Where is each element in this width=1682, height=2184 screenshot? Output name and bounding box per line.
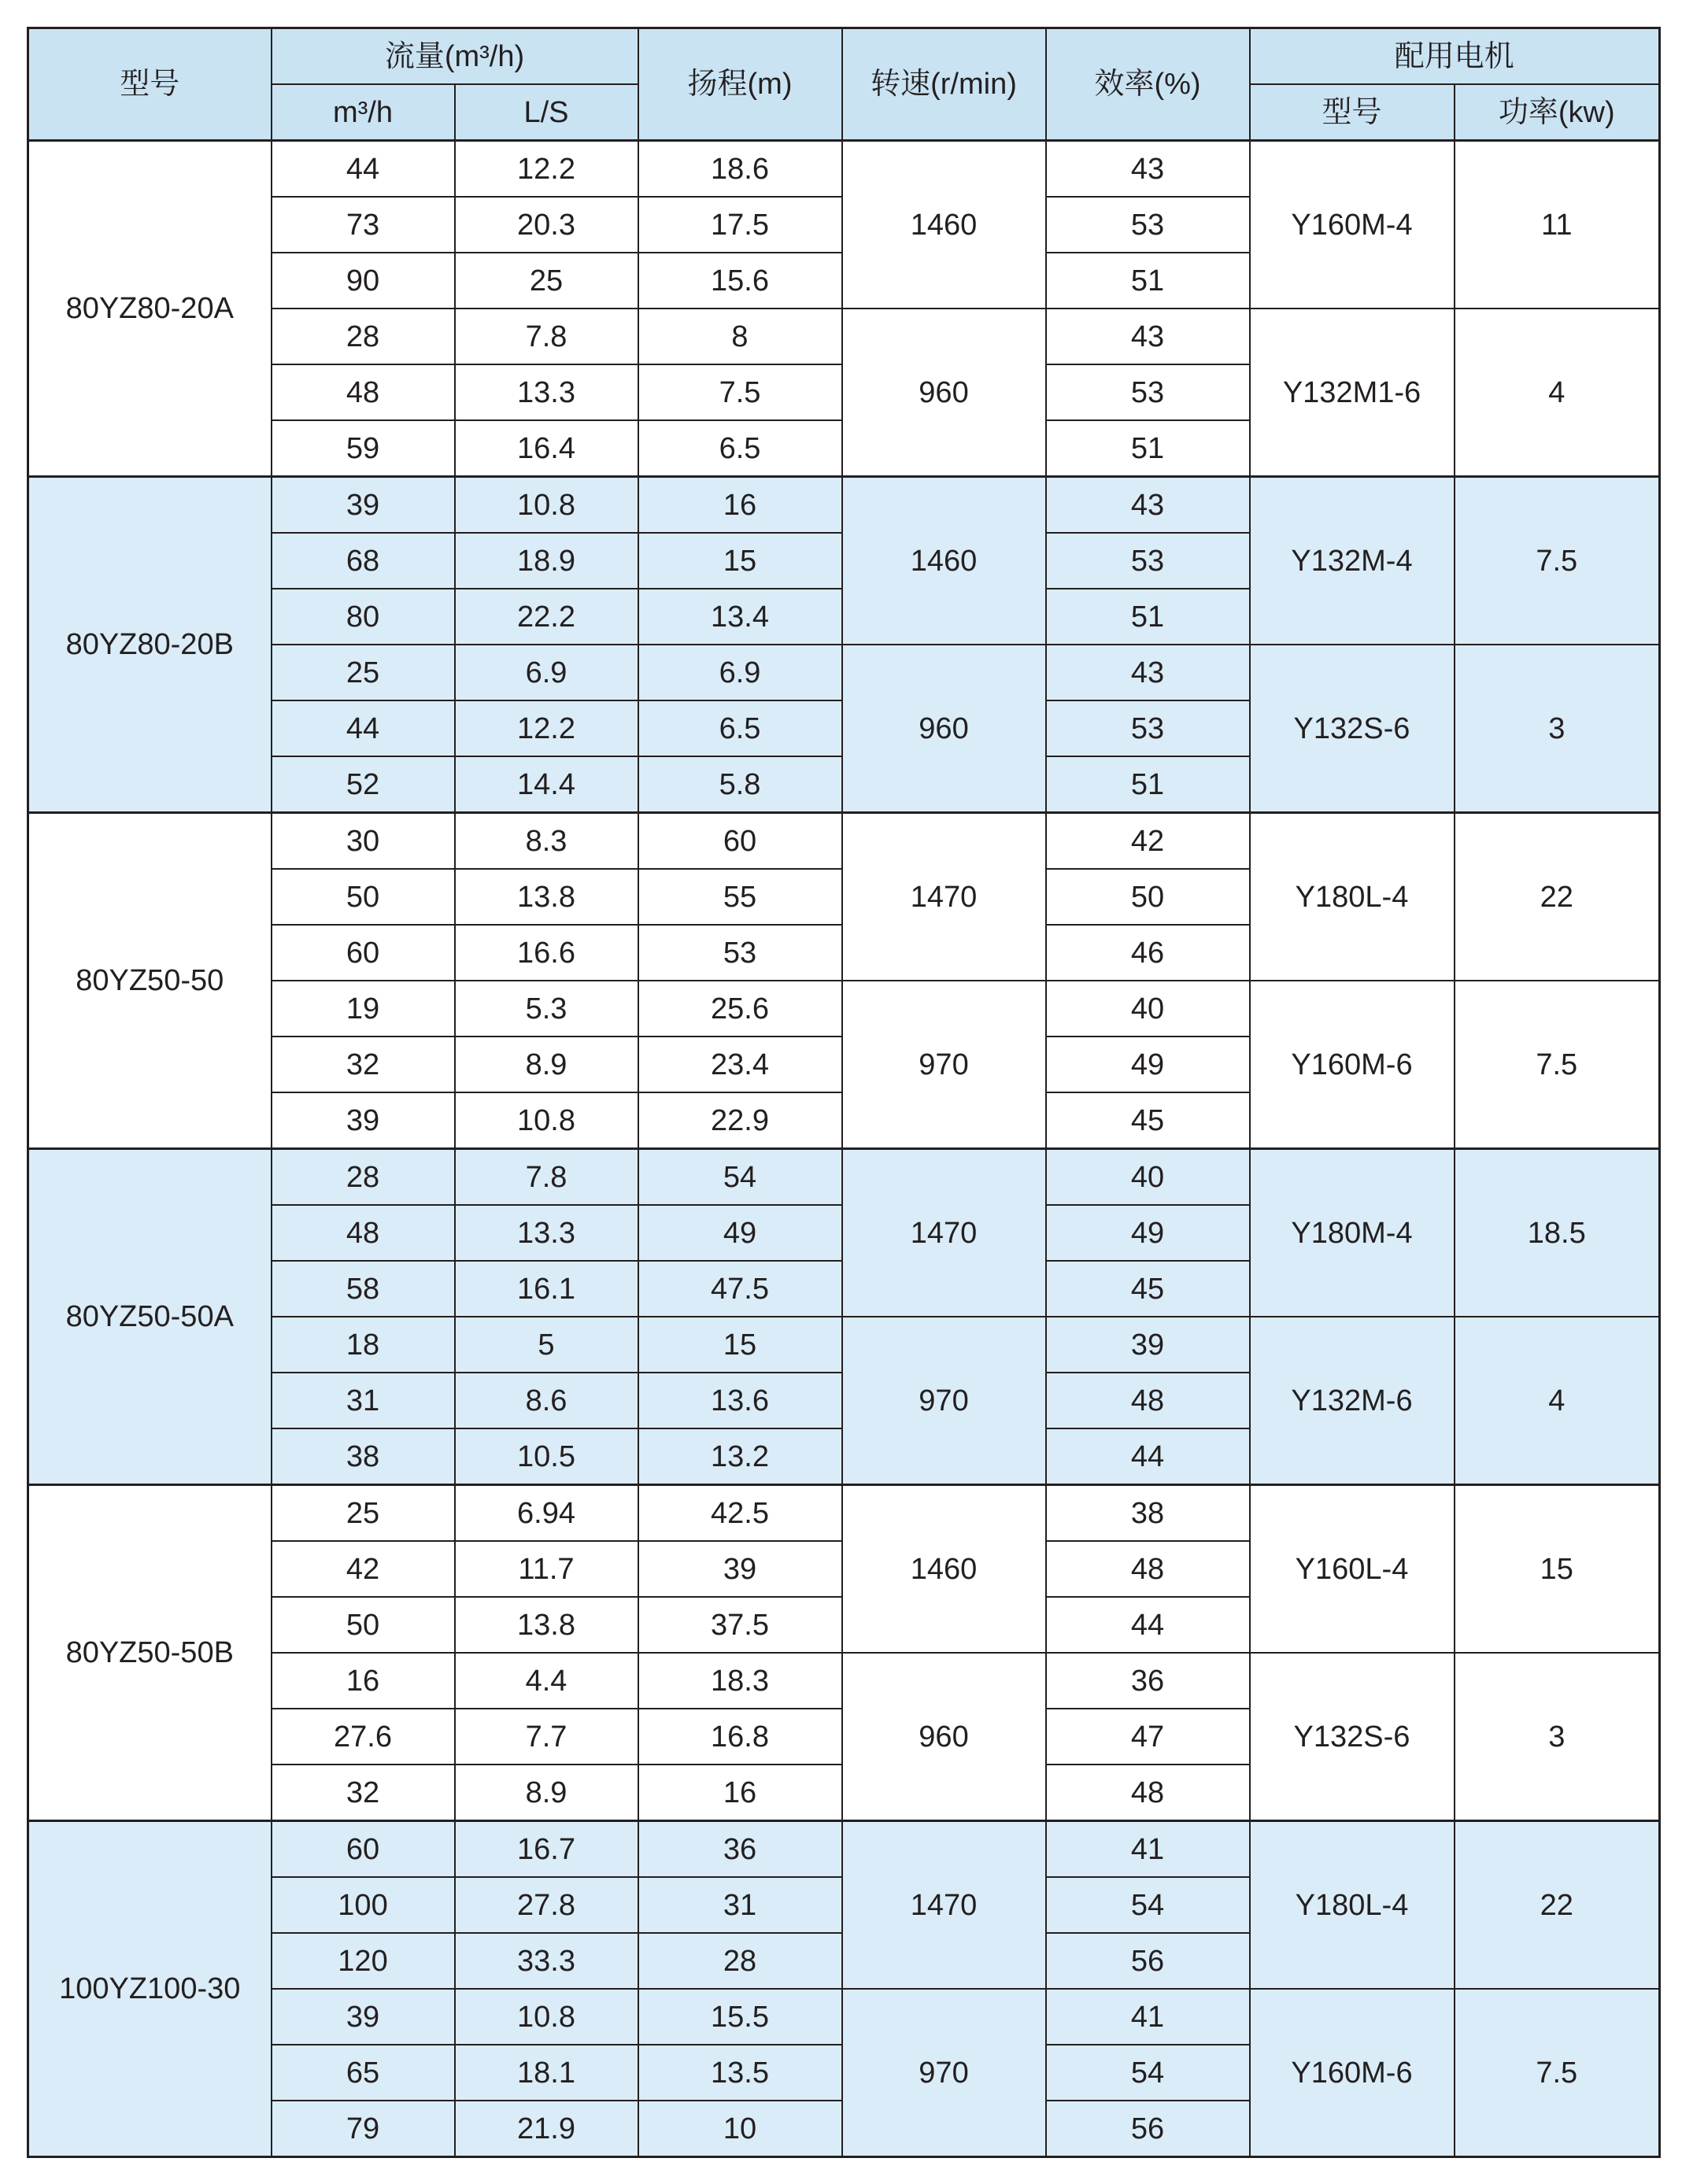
efficiency-cell: 46: [1046, 925, 1250, 981]
flow-ls-cell: 8.9: [455, 1037, 638, 1092]
flow-ls-cell: 16.1: [455, 1261, 638, 1317]
speed-cell: 1460: [842, 477, 1046, 645]
flow-m3h-cell: 25: [272, 645, 455, 700]
flow-ls-cell: 5: [455, 1317, 638, 1373]
efficiency-cell: 53: [1046, 700, 1250, 756]
flow-ls-cell: 16.6: [455, 925, 638, 981]
efficiency-cell: 53: [1046, 533, 1250, 589]
efficiency-cell: 42: [1046, 813, 1250, 870]
efficiency-cell: 41: [1046, 1821, 1250, 1878]
efficiency-cell: 40: [1046, 1149, 1250, 1206]
flow-ls-cell: 8.6: [455, 1373, 638, 1428]
flow-ls-cell: 27.8: [455, 1877, 638, 1933]
model-cell: 80YZ50-50A: [28, 1149, 272, 1485]
table-row: [28, 309, 1660, 364]
header-motor-model: 型号: [1250, 84, 1455, 141]
flow-m3h-cell: 44: [272, 700, 455, 756]
flow-ls-cell: 13.3: [455, 1205, 638, 1261]
efficiency-cell: 43: [1046, 141, 1250, 198]
header-flow-group: 流量(m³/h): [272, 28, 638, 85]
head-cell: 16: [638, 1765, 842, 1821]
head-cell: 15: [638, 1317, 842, 1373]
flow-m3h-cell: 48: [272, 1205, 455, 1261]
model-cell: 100YZ100-30: [28, 1821, 272, 2157]
table-row: [28, 1989, 1660, 2045]
efficiency-cell: 36: [1046, 1653, 1250, 1709]
head-cell: 13.6: [638, 1373, 842, 1428]
table-row: [28, 1149, 1660, 1206]
flow-ls-cell: 25: [455, 253, 638, 309]
head-cell: 8: [638, 309, 842, 364]
efficiency-cell: 50: [1046, 869, 1250, 925]
motor-power-cell: 3: [1455, 1653, 1660, 1821]
motor-model-cell: Y160M-6: [1250, 1989, 1455, 2157]
flow-ls-cell: 7.8: [455, 309, 638, 364]
head-cell: 42.5: [638, 1485, 842, 1542]
head-cell: 37.5: [638, 1597, 842, 1653]
flow-ls-cell: 13.3: [455, 364, 638, 420]
efficiency-cell: 54: [1046, 1877, 1250, 1933]
speed-cell: 1470: [842, 1149, 1046, 1317]
table-row: [28, 1653, 1660, 1709]
head-cell: 55: [638, 869, 842, 925]
flow-ls-cell: 7.8: [455, 1149, 638, 1206]
motor-model-cell: Y180L-4: [1250, 1821, 1455, 1990]
head-cell: 5.8: [638, 756, 842, 813]
head-cell: 13.5: [638, 2045, 842, 2101]
efficiency-cell: 51: [1046, 589, 1250, 645]
motor-model-cell: Y160L-4: [1250, 1485, 1455, 1654]
flow-m3h-cell: 58: [272, 1261, 455, 1317]
table-row: [28, 477, 1660, 534]
model-group: [28, 813, 1660, 1149]
head-cell: 36: [638, 1821, 842, 1878]
pump-spec-table: [27, 27, 1661, 2158]
pump-spec-sheet: [27, 27, 1658, 2168]
efficiency-cell: 51: [1046, 253, 1250, 309]
efficiency-cell: 43: [1046, 309, 1250, 364]
flow-m3h-cell: 32: [272, 1037, 455, 1092]
head-cell: 6.9: [638, 645, 842, 700]
efficiency-cell: 43: [1046, 477, 1250, 534]
table-row: [28, 813, 1660, 870]
speed-cell: 1460: [842, 1485, 1046, 1654]
flow-ls-cell: 12.2: [455, 141, 638, 198]
flow-ls-cell: 7.7: [455, 1709, 638, 1765]
efficiency-cell: 45: [1046, 1092, 1250, 1149]
head-cell: 15.6: [638, 253, 842, 309]
flow-ls-cell: 8.9: [455, 1765, 638, 1821]
model-cell: 80YZ80-20B: [28, 477, 272, 813]
efficiency-cell: 53: [1046, 197, 1250, 253]
efficiency-cell: 40: [1046, 981, 1250, 1037]
header-motor-group: 配用电机: [1250, 28, 1660, 85]
flow-m3h-cell: 28: [272, 309, 455, 364]
flow-m3h-cell: 19: [272, 981, 455, 1037]
flow-m3h-cell: 65: [272, 2045, 455, 2101]
flow-ls-cell: 4.4: [455, 1653, 638, 1709]
efficiency-cell: 41: [1046, 1989, 1250, 2045]
flow-ls-cell: 13.8: [455, 1597, 638, 1653]
flow-m3h-cell: 52: [272, 756, 455, 813]
flow-ls-cell: 6.94: [455, 1485, 638, 1542]
table-row: [28, 645, 1660, 700]
table-header: [28, 28, 1660, 141]
efficiency-cell: 43: [1046, 645, 1250, 700]
head-cell: 60: [638, 813, 842, 870]
flow-m3h-cell: 60: [272, 1821, 455, 1878]
speed-cell: 960: [842, 1653, 1046, 1821]
flow-m3h-cell: 39: [272, 477, 455, 534]
model-cell: 80YZ80-20A: [28, 141, 272, 477]
efficiency-cell: 49: [1046, 1037, 1250, 1092]
flow-ls-cell: 10.8: [455, 1092, 638, 1149]
speed-cell: 970: [842, 1989, 1046, 2157]
flow-m3h-cell: 50: [272, 1597, 455, 1653]
flow-m3h-cell: 18: [272, 1317, 455, 1373]
header-efficiency: 效率(%): [1046, 28, 1250, 141]
flow-ls-cell: 16.7: [455, 1821, 638, 1878]
head-cell: 53: [638, 925, 842, 981]
efficiency-cell: 54: [1046, 2045, 1250, 2101]
motor-model-cell: Y132S-6: [1250, 1653, 1455, 1821]
motor-power-cell: 18.5: [1455, 1149, 1660, 1317]
efficiency-cell: 51: [1046, 756, 1250, 813]
flow-ls-cell: 14.4: [455, 756, 638, 813]
flow-m3h-cell: 73: [272, 197, 455, 253]
flow-ls-cell: 18.9: [455, 533, 638, 589]
flow-m3h-cell: 100: [272, 1877, 455, 1933]
head-cell: 47.5: [638, 1261, 842, 1317]
model-group: [28, 1485, 1660, 1821]
head-cell: 18.3: [638, 1653, 842, 1709]
motor-power-cell: 11: [1455, 141, 1660, 309]
head-cell: 17.5: [638, 197, 842, 253]
flow-m3h-cell: 90: [272, 253, 455, 309]
flow-m3h-cell: 79: [272, 2101, 455, 2157]
flow-m3h-cell: 39: [272, 1092, 455, 1149]
speed-cell: 1460: [842, 141, 1046, 309]
speed-cell: 960: [842, 645, 1046, 813]
flow-m3h-cell: 44: [272, 141, 455, 198]
model-cell: 80YZ50-50: [28, 813, 272, 1149]
model-cell: 80YZ50-50B: [28, 1485, 272, 1821]
efficiency-cell: 44: [1046, 1597, 1250, 1653]
flow-m3h-cell: 50: [272, 869, 455, 925]
header-flow-ls: L/S: [455, 84, 638, 141]
table-row: [28, 1317, 1660, 1373]
efficiency-cell: 48: [1046, 1541, 1250, 1597]
head-cell: 18.6: [638, 141, 842, 198]
flow-m3h-cell: 27.6: [272, 1709, 455, 1765]
efficiency-cell: 49: [1046, 1205, 1250, 1261]
head-cell: 15: [638, 533, 842, 589]
flow-m3h-cell: 80: [272, 589, 455, 645]
motor-power-cell: 22: [1455, 1821, 1660, 1990]
motor-power-cell: 7.5: [1455, 477, 1660, 645]
speed-cell: 1470: [842, 1821, 1046, 1990]
header-flow-m3h: m³/h: [272, 84, 455, 141]
flow-m3h-cell: 30: [272, 813, 455, 870]
flow-ls-cell: 16.4: [455, 420, 638, 477]
head-cell: 54: [638, 1149, 842, 1206]
model-group: [28, 141, 1660, 477]
motor-model-cell: Y132M-6: [1250, 1317, 1455, 1485]
efficiency-cell: 48: [1046, 1765, 1250, 1821]
model-group: [28, 1821, 1660, 2157]
header-head: 扬程(m): [638, 28, 842, 141]
efficiency-cell: 47: [1046, 1709, 1250, 1765]
flow-ls-cell: 21.9: [455, 2101, 638, 2157]
speed-cell: 1470: [842, 813, 1046, 981]
header-speed: 转速(r/min): [842, 28, 1046, 141]
head-cell: 13.2: [638, 1428, 842, 1485]
flow-m3h-cell: 25: [272, 1485, 455, 1542]
head-cell: 22.9: [638, 1092, 842, 1149]
head-cell: 31: [638, 1877, 842, 1933]
flow-m3h-cell: 16: [272, 1653, 455, 1709]
motor-model-cell: Y132S-6: [1250, 645, 1455, 813]
efficiency-cell: 39: [1046, 1317, 1250, 1373]
motor-power-cell: 15: [1455, 1485, 1660, 1654]
motor-power-cell: 22: [1455, 813, 1660, 981]
head-cell: 7.5: [638, 364, 842, 420]
speed-cell: 960: [842, 309, 1046, 477]
flow-ls-cell: 12.2: [455, 700, 638, 756]
flow-m3h-cell: 59: [272, 420, 455, 477]
flow-ls-cell: 11.7: [455, 1541, 638, 1597]
flow-ls-cell: 33.3: [455, 1933, 638, 1989]
header-model: 型号: [28, 28, 272, 141]
speed-cell: 970: [842, 981, 1046, 1149]
head-cell: 16: [638, 477, 842, 534]
head-cell: 23.4: [638, 1037, 842, 1092]
efficiency-cell: 53: [1046, 364, 1250, 420]
head-cell: 49: [638, 1205, 842, 1261]
head-cell: 39: [638, 1541, 842, 1597]
flow-ls-cell: 13.8: [455, 869, 638, 925]
flow-m3h-cell: 60: [272, 925, 455, 981]
flow-m3h-cell: 28: [272, 1149, 455, 1206]
head-cell: 13.4: [638, 589, 842, 645]
flow-ls-cell: 22.2: [455, 589, 638, 645]
efficiency-cell: 56: [1046, 2101, 1250, 2157]
table-row: [28, 981, 1660, 1037]
efficiency-cell: 44: [1046, 1428, 1250, 1485]
flow-m3h-cell: 38: [272, 1428, 455, 1485]
flow-m3h-cell: 39: [272, 1989, 455, 2045]
head-cell: 25.6: [638, 981, 842, 1037]
flow-m3h-cell: 68: [272, 533, 455, 589]
flow-ls-cell: 5.3: [455, 981, 638, 1037]
header-row-top: [28, 28, 1660, 85]
flow-ls-cell: 10.5: [455, 1428, 638, 1485]
motor-power-cell: 4: [1455, 1317, 1660, 1485]
efficiency-cell: 38: [1046, 1485, 1250, 1542]
flow-ls-cell: 20.3: [455, 197, 638, 253]
flow-m3h-cell: 42: [272, 1541, 455, 1597]
flow-ls-cell: 6.9: [455, 645, 638, 700]
head-cell: 28: [638, 1933, 842, 1989]
flow-m3h-cell: 48: [272, 364, 455, 420]
motor-power-cell: 7.5: [1455, 1989, 1660, 2157]
flow-ls-cell: 18.1: [455, 2045, 638, 2101]
model-group: [28, 477, 1660, 813]
head-cell: 6.5: [638, 420, 842, 477]
motor-model-cell: Y160M-4: [1250, 141, 1455, 309]
flow-m3h-cell: 120: [272, 1933, 455, 1989]
efficiency-cell: 45: [1046, 1261, 1250, 1317]
head-cell: 16.8: [638, 1709, 842, 1765]
flow-m3h-cell: 31: [272, 1373, 455, 1428]
flow-ls-cell: 10.8: [455, 1989, 638, 2045]
motor-power-cell: 7.5: [1455, 981, 1660, 1149]
motor-power-cell: 4: [1455, 309, 1660, 477]
flow-ls-cell: 10.8: [455, 477, 638, 534]
flow-m3h-cell: 32: [272, 1765, 455, 1821]
head-cell: 6.5: [638, 700, 842, 756]
motor-power-cell: 3: [1455, 645, 1660, 813]
head-cell: 15.5: [638, 1989, 842, 2045]
motor-model-cell: Y160M-6: [1250, 981, 1455, 1149]
efficiency-cell: 51: [1046, 420, 1250, 477]
motor-model-cell: Y180M-4: [1250, 1149, 1455, 1317]
efficiency-cell: 56: [1046, 1933, 1250, 1989]
header-motor-power: 功率(kw): [1455, 84, 1660, 141]
table-row: [28, 141, 1660, 198]
head-cell: 10: [638, 2101, 842, 2157]
table-row: [28, 1821, 1660, 1878]
flow-ls-cell: 8.3: [455, 813, 638, 870]
table-row: [28, 1485, 1660, 1542]
motor-model-cell: Y132M-4: [1250, 477, 1455, 645]
speed-cell: 970: [842, 1317, 1046, 1485]
efficiency-cell: 48: [1046, 1373, 1250, 1428]
motor-model-cell: Y180L-4: [1250, 813, 1455, 981]
model-group: [28, 1149, 1660, 1485]
motor-model-cell: Y132M1-6: [1250, 309, 1455, 477]
